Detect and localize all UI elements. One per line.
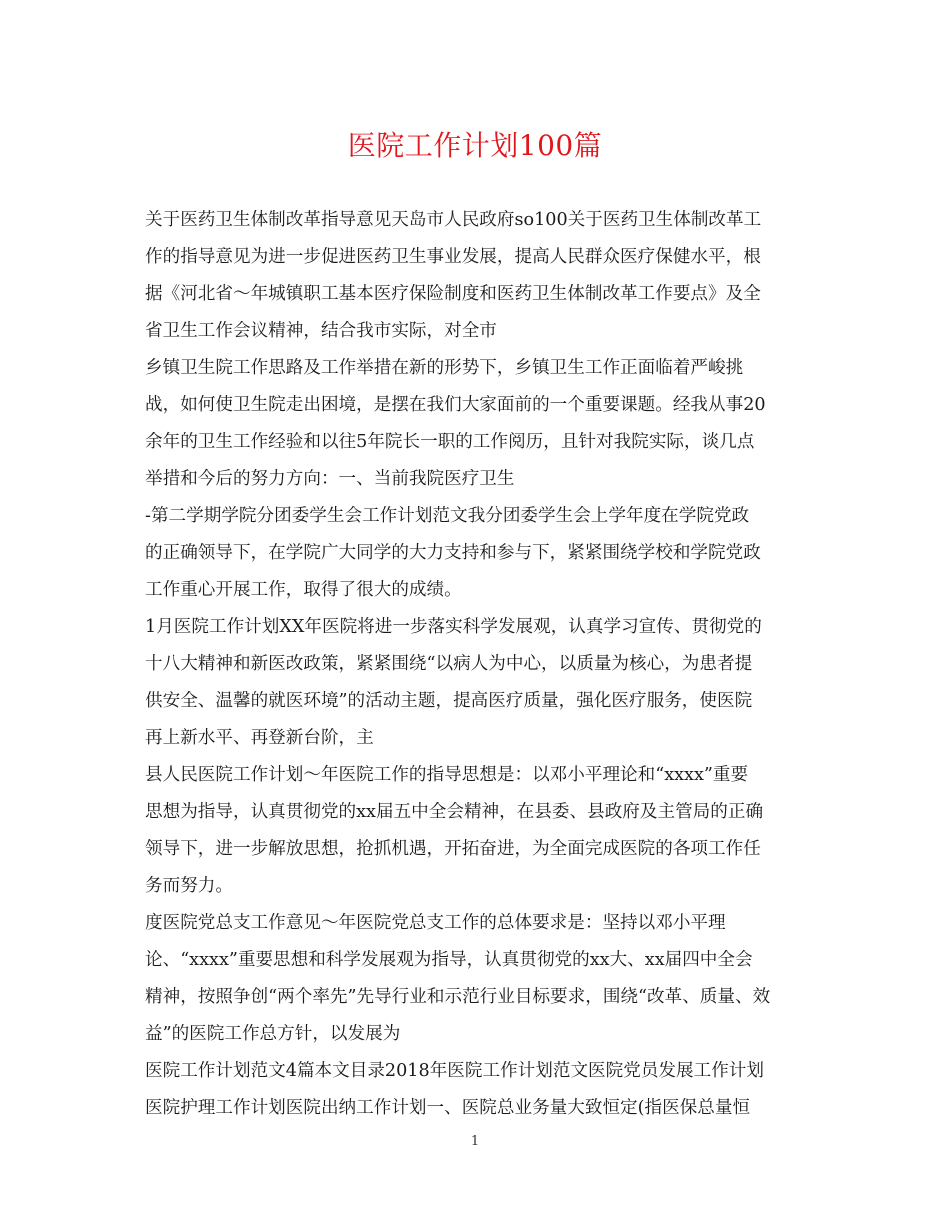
paragraph [145,757,805,905]
text-line: 益”的医院工作总方针，以发展为 [145,1024,401,1044]
text-line: 关于医药卫生体制改革指导意见天岛市人民政府so100关于医药卫生体制改革工 [145,210,762,230]
text-line: 精神，按照争创“两个率先”先导行业和示范行业目标要求，围绕“改革、质量、效 [145,987,771,1007]
text-line: 再上新水平、再登新台阶，主 [145,728,374,748]
text-line: 余年的卫生工作经验和以往5年院长一职的工作阅历，且针对我院实际，谈几点 [145,432,755,452]
text-line: 医院工作计划范文4篇本文目录2018年医院工作计划范文医院党员发展工作计划 [145,1061,764,1081]
document-body [145,202,805,1127]
text-line: -第二学期学院分团委学生会工作计划范文我分团委学生会上学年度在学院党政 [145,506,750,526]
text-line: 据《河北省～年城镇职工基本医疗保险制度和医药卫生体制改革工作要点》及全 [145,284,761,304]
text-line: 论、“xxxx”重要思想和科学发展观为指导，认真贯彻党的xx大、xx届四中全会 [145,950,753,970]
paragraph [145,350,805,498]
paragraph [145,498,805,609]
paragraph [145,202,805,350]
text-line: 作的指导意见为进一步促进医药卫生事业发展，提高人民群众医疗保健水平，根 [145,247,761,267]
text-line: 十八大精神和新医改政策，紧紧围绕“以病人为中心，以质量为核心，为患者提 [145,654,753,674]
text-line: 省卫生工作会议精神，结合我市实际，对全市 [145,321,497,341]
document-title: 医院工作计划100篇 [347,129,603,162]
text-line: 乡镇卫生院工作思路及工作举措在新的形势下，乡镇卫生工作正面临着严峻挑 [145,358,744,378]
text-line: 供安全、温馨的就医环境”的活动主题，提高医疗质量，强化医疗服务，使医院 [145,691,753,711]
text-line: 举措和今后的努力方向：一、当前我院医疗卫生 [145,469,515,489]
text-line: 的正确领导下，在学院广大同学的大力支持和参与下，紧紧围绕学校和学院党政 [145,543,761,563]
text-line: 工作重心开展工作，取得了很大的成绩。 [145,580,462,600]
paragraph [145,1053,805,1127]
text-line: 思想为指导，认真贯彻党的xx届五中全会精神，在县委、县政府及主管局的正确 [145,802,764,822]
text-line: 县人民医院工作计划～年医院工作的指导思想是：以邓小平理论和“xxxx”重要 [145,765,749,785]
text-line: 医院护理工作计划医院出纳工作计划一、医院总业务量大致恒定(指医保总量恒 [145,1098,751,1118]
paragraph [145,905,805,1053]
page-number: 1 [470,1134,480,1149]
text-line: 务而努力。 [145,876,233,896]
text-line: 战，如何使卫生院走出困境，是摆在我们大家面前的一个重要课题。经我从事20 [145,395,766,415]
paragraph [145,609,805,757]
text-line: 领导下，进一步解放思想，抢抓机遇，开拓奋进，为全面完成医院的各项工作任 [145,839,761,859]
text-line: 1月医院工作计划XX年医院将进一步落实科学发展观，认真学习宣传、贯彻党的 [145,617,762,637]
text-line: 度医院党总支工作意见～年医院党总支工作的总体要求是：坚持以邓小平理 [145,913,726,933]
